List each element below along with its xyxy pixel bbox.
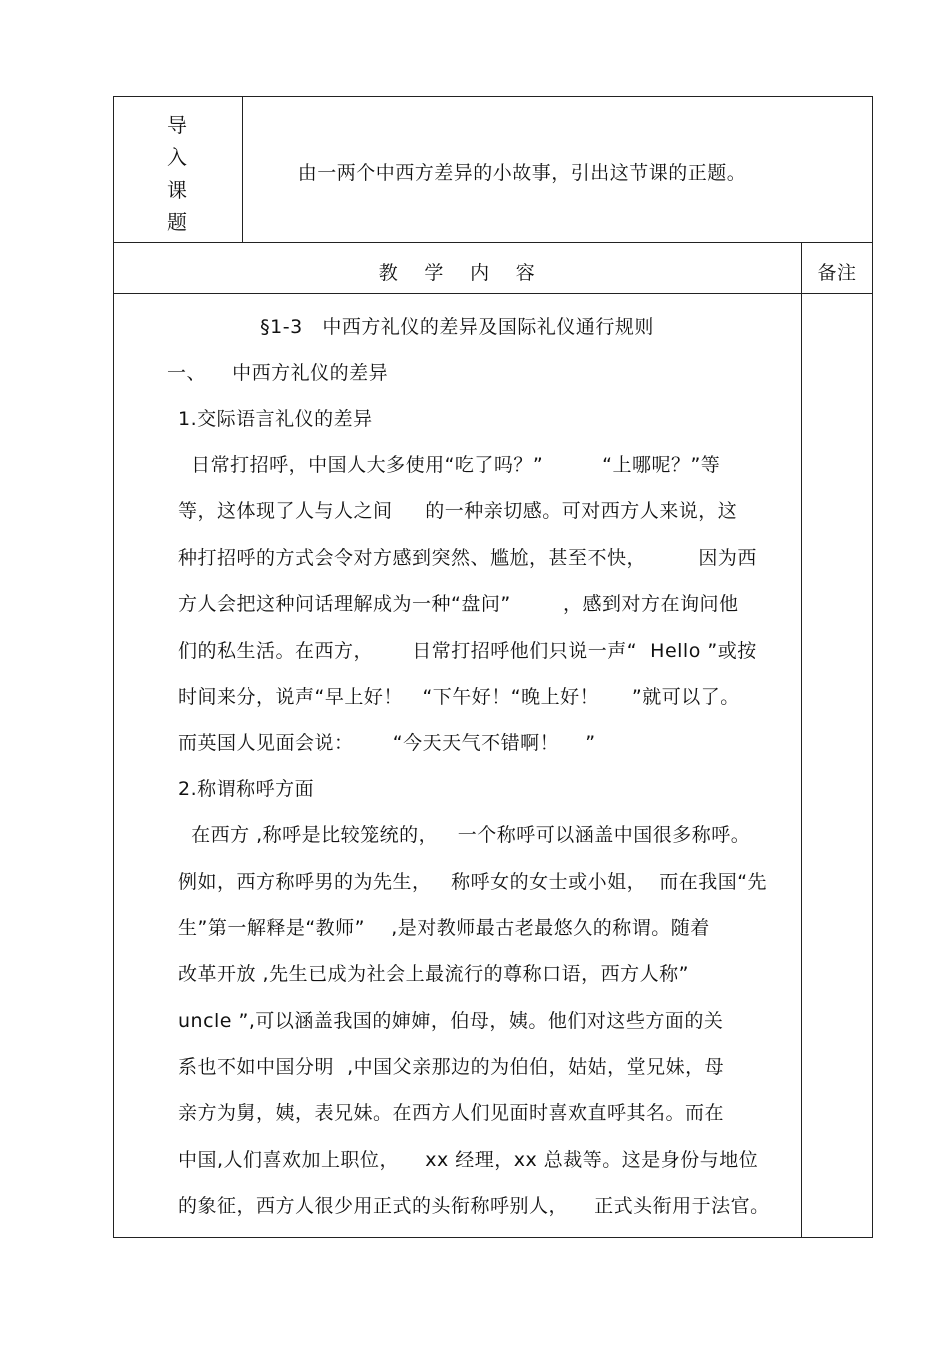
intro-label-char: 入	[167, 145, 187, 169]
paragraph-line: 亲方为舅，姨，表兄妹。在西方人们见面时喜欢直呼其名。而在	[178, 1102, 725, 1124]
row-divider-header	[113, 293, 873, 294]
paragraph-line: 的象征，西方人很少用正式的头衔称呼别人， 正式头衔用于法官。	[178, 1195, 770, 1217]
paragraph-line: 中国,人们喜欢加上职位， xx 经理，xx 总裁等。这是身份与地位	[178, 1149, 759, 1171]
intro-text: 由一两个中西方差异的小故事，引出这节课的正题。	[297, 162, 747, 184]
remarks-header: 备注	[817, 262, 857, 284]
table-border-right	[872, 96, 873, 1238]
paragraph-line: 等，这体现了人与人之间 的一种亲切感。可对西方人来说，这	[178, 500, 738, 522]
paragraph-line: 生”第一解释是“教师” ,是对教师最古老最悠久的称谓。随着	[178, 917, 710, 939]
subsection-heading: 2.称谓称呼方面	[178, 778, 315, 800]
section-heading: 一、 中西方礼仪的差异	[167, 362, 389, 384]
row-divider-intro	[113, 242, 873, 243]
paragraph-line: 系也不如中国分明 ,中国父亲那边的为伯伯，姑姑，堂兄妹，母	[178, 1056, 725, 1078]
paragraph-line: 们的私生活。在西方， 日常打招呼他们只说一声“ Hello ”或按	[178, 640, 757, 662]
paragraph-line: 方人会把这种问话理解成为一种“盘问” ，感到对方在询问他	[178, 593, 739, 615]
table-border-top	[113, 96, 873, 97]
intro-label-char: 课	[167, 178, 187, 202]
remarks-column-divider	[801, 242, 802, 1238]
paragraph-line: 种打招呼的方式会令对方感到突然、尴尬，甚至不快， 因为西	[178, 547, 757, 569]
intro-label-char: 导	[167, 113, 187, 137]
table-border-bottom	[113, 1237, 873, 1238]
paragraph-line: 例如，西方称呼男的为先生， 称呼女的女士或小姐， 而在我国“先	[178, 871, 768, 893]
section-title: §1-3 中西方礼仪的差异及国际礼仪通行规则	[260, 316, 654, 338]
paragraph-line: 时间来分，说声“早上好！ “下午好！“晚上好！ ”就可以了。	[178, 686, 740, 708]
content-header: 教 学 内 容	[378, 262, 536, 284]
paragraph-line: 改革开放 ,先生已成为社会上最流行的尊称口语，西方人称”	[178, 963, 689, 985]
paragraph-line: 日常打招呼，中国人大多使用“吃了吗？” “上哪呢？”等	[178, 454, 721, 476]
paragraph-line: 而英国人见面会说： “今天天气不错啊！ ”	[178, 732, 596, 754]
lesson-plan-table	[113, 96, 873, 1238]
subsection-heading: 1.交际语言礼仪的差异	[178, 408, 373, 430]
paragraph-line: 在西方 ,称呼是比较笼统的， 一个称呼可以涵盖中国很多称呼。	[178, 824, 751, 846]
paragraph-line: uncle ”,可以涵盖我国的婶婶，伯母，姨。他们对这些方面的关	[178, 1010, 724, 1032]
intro-label-char: 题	[167, 210, 187, 234]
